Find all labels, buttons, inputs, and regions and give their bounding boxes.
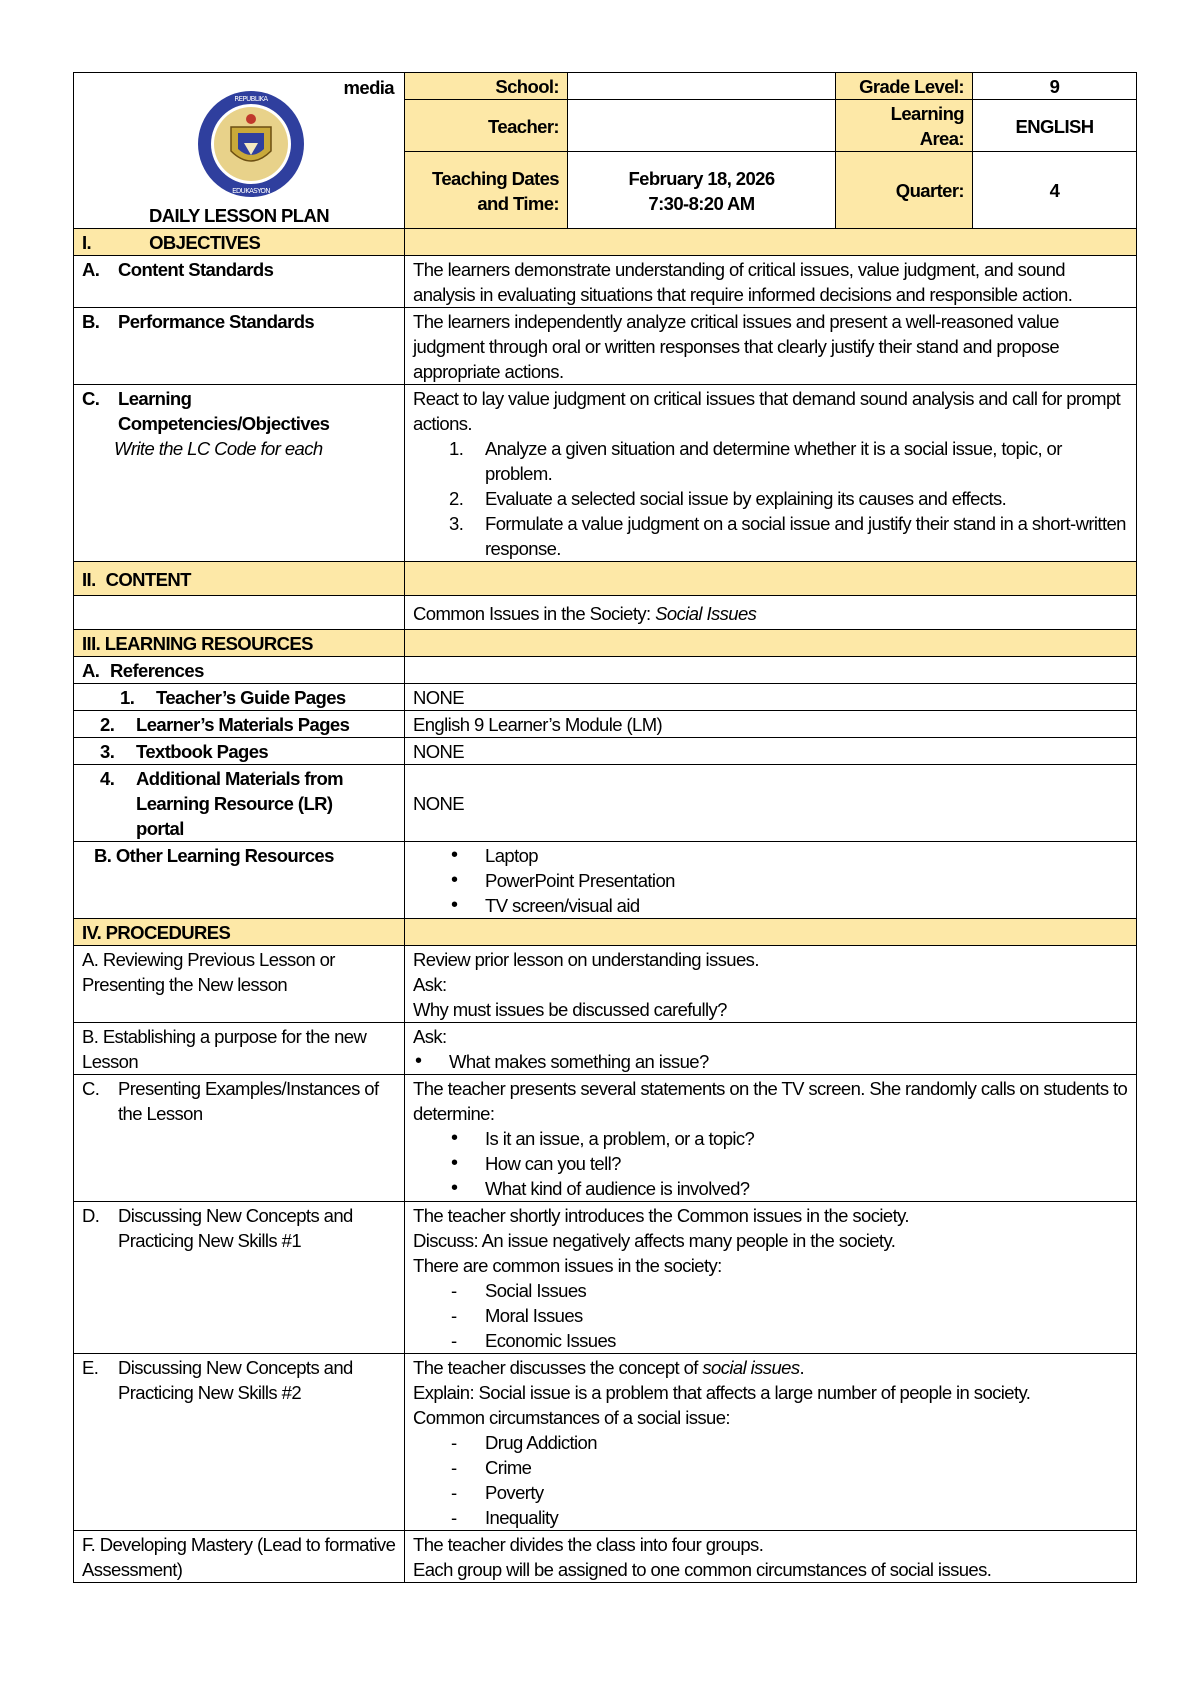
other-resources-list xyxy=(405,842,1137,919)
list-item: - Crime xyxy=(413,1455,1128,1480)
item-label: Discussing New Concepts and Practicing New Skills #1 xyxy=(118,1205,353,1251)
teacher-field[interactable] xyxy=(568,100,836,152)
list-item: • What makes something an issue? xyxy=(413,1049,1128,1074)
section-title: CONTENT xyxy=(105,568,191,590)
content-standards-text: The learners demonstrate understanding of critical issues, value judgment, and sound analysis in evaluating situations that require informed decisions and responsible action. xyxy=(405,256,1137,308)
text-line xyxy=(413,1355,1128,1380)
resources-heading xyxy=(74,630,405,657)
teachers-guide-label xyxy=(74,684,405,711)
list-item: - Poverty xyxy=(413,1480,1128,1505)
teaching-dates-value[interactable] xyxy=(568,152,836,229)
procedure-d-label xyxy=(74,1202,405,1354)
school-label: School: xyxy=(405,73,568,100)
procedure-f-label: F. Developing Mastery (Lead to formative Assessment) xyxy=(74,1531,405,1583)
content-heading-row xyxy=(74,562,1137,596)
text-line: Ask: xyxy=(413,974,447,995)
lc-list xyxy=(413,436,1128,561)
performance-standards-row xyxy=(74,308,1137,385)
text-line: The teacher divides the class into four groups. xyxy=(413,1534,764,1555)
item-letter: A. xyxy=(82,660,100,681)
list-item: • How can you tell? xyxy=(413,1151,1128,1176)
references-label xyxy=(74,657,405,684)
section-title: PROCEDURES xyxy=(105,922,231,943)
text-line: Discuss: An issue negatively affects many people in the society. xyxy=(413,1230,896,1251)
text-line: Each group will be assigned to one common circumstances of social issues. xyxy=(413,1559,992,1580)
content-row xyxy=(74,596,1137,630)
text-line: There are common issues in the society: xyxy=(413,1255,722,1276)
procedure-a-text xyxy=(405,946,1137,1023)
item-letter: C. xyxy=(82,1078,100,1099)
seal-top-text: REPUBLIKA xyxy=(234,95,268,103)
item-number: 2. xyxy=(100,714,115,735)
grade-level-label: Grade Level: xyxy=(836,73,973,100)
item-label: References xyxy=(110,660,204,681)
procedure-b-label: B. Establishing a purpose for the new Lesson xyxy=(74,1023,405,1075)
lc-intro: React to lay value judgment on critical issues that demand sound analysis and call for prompt actions. xyxy=(413,388,1121,434)
text-line: Ask: xyxy=(413,1026,447,1047)
list-item: • Is it an issue, a problem, or a topic? xyxy=(413,1126,1128,1151)
procedure-d-text xyxy=(405,1202,1137,1354)
list-item xyxy=(413,511,1128,561)
content-standards-row xyxy=(74,256,1137,308)
quarter-value[interactable]: 4 xyxy=(973,152,1137,229)
section-title: OBJECTIVES xyxy=(149,232,261,253)
procedure-e-row xyxy=(74,1354,1137,1531)
quarter-label: Quarter: xyxy=(836,152,973,229)
item-label: Additional Materials from Learning Resource (LR) portal xyxy=(136,768,344,839)
text-line: Why must issues be discussed carefully? xyxy=(413,999,727,1020)
document-title: DAILY LESSON PLAN xyxy=(149,205,329,226)
deped-seal-icon xyxy=(196,89,306,199)
text-main: The teacher discusses the concept of xyxy=(413,1357,703,1378)
procedures-heading xyxy=(74,919,405,946)
item-letter: C. xyxy=(82,388,100,409)
text-italic: social issues xyxy=(702,1357,800,1378)
textbook-value: NONE xyxy=(405,738,1137,765)
procedure-e-text xyxy=(405,1354,1137,1531)
section-number: II. xyxy=(82,568,96,590)
additional-materials-label xyxy=(74,765,405,842)
teachers-guide-value: NONE xyxy=(405,684,1137,711)
teaching-dates-label: Teaching Dates and Time: xyxy=(405,152,568,229)
section-number: III. xyxy=(82,633,101,654)
teaching-date: February 18, 2026 xyxy=(628,167,775,189)
item-label: Teacher’s Guide Pages xyxy=(156,687,346,708)
learning-competencies-label xyxy=(74,385,405,562)
textbook-label xyxy=(74,738,405,765)
learning-competencies-row xyxy=(74,385,1137,562)
item-label: Performance Standards xyxy=(118,311,315,332)
list-item: - Economic Issues xyxy=(413,1328,1128,1353)
lesson-plan-page xyxy=(73,72,1136,1583)
item-label: Learning Competencies/Objectives xyxy=(118,388,330,434)
list-item: • What kind of audience is involved? xyxy=(413,1176,1128,1201)
text-line: Review prior lesson on understanding issues. xyxy=(413,949,759,970)
procedure-b-row xyxy=(74,1023,1137,1075)
item-label: Content Standards xyxy=(118,259,274,280)
references-row xyxy=(74,657,1137,684)
grade-level-value[interactable]: 9 xyxy=(973,73,1137,100)
seal-bottom-text: EDUKASYON xyxy=(232,187,270,195)
objectives-heading-row xyxy=(74,229,1137,256)
list-item: - Moral Issues xyxy=(413,1303,1128,1328)
list-number: 2. xyxy=(449,488,464,509)
text-end: . xyxy=(799,1357,805,1378)
procedure-d-row xyxy=(74,1202,1137,1354)
procedure-a-row xyxy=(74,946,1137,1023)
procedure-f-row xyxy=(74,1531,1137,1583)
item-label: Textbook Pages xyxy=(136,741,269,762)
procedure-c-row xyxy=(74,1075,1137,1202)
section-number: IV. xyxy=(82,922,102,943)
school-field[interactable] xyxy=(568,73,836,100)
item-letter: E. xyxy=(82,1357,99,1378)
resources-heading-row xyxy=(74,630,1137,657)
section-number: I. xyxy=(82,232,92,253)
textbook-row xyxy=(74,738,1137,765)
procedure-f-text xyxy=(405,1531,1137,1583)
list-item xyxy=(413,486,1128,511)
item-number: 4. xyxy=(100,768,115,789)
other-resources-label: B. Other Learning Resources xyxy=(74,842,405,919)
learning-area-label: Learning Area: xyxy=(836,100,973,152)
list-number: 3. xyxy=(449,513,464,534)
procedure-c-text xyxy=(405,1075,1137,1202)
section-title: LEARNING RESOURCES xyxy=(104,633,313,654)
list-item xyxy=(413,436,1128,486)
text-line: Common circumstances of a social issue: xyxy=(413,1407,730,1428)
item-letter: D. xyxy=(82,1205,100,1226)
procedure-c-label xyxy=(74,1075,405,1202)
list-item: - Inequality xyxy=(413,1505,1128,1530)
list-item: • TV screen/visual aid xyxy=(413,893,1128,918)
item-number: 3. xyxy=(100,741,115,762)
performance-standards-text: The learners independently analyze critical issues and present a well-reasoned value judgment through oral or written responses that clearly justify their stand and propose appropriate actions. xyxy=(405,308,1137,385)
procedure-e-label xyxy=(74,1354,405,1531)
text-line: Explain: Social issue is a problem that affects a large number of people in society. xyxy=(413,1382,1031,1403)
list-item: - Drug Addiction xyxy=(413,1430,1128,1455)
learners-materials-value: English 9 Learner’s Module (LM) xyxy=(405,711,1137,738)
learning-competencies-text xyxy=(405,385,1137,562)
item-number: 1. xyxy=(120,687,135,708)
learning-area-value[interactable]: ENGLISH xyxy=(973,100,1137,152)
performance-standards-label xyxy=(74,308,405,385)
item-label: Discussing New Concepts and Practicing New Skills #2 xyxy=(118,1357,353,1403)
learners-materials-row xyxy=(74,711,1137,738)
content-text xyxy=(405,596,1137,630)
content-italic: Social Issues xyxy=(655,602,757,624)
list-text: Evaluate a selected social issue by explaining its causes and effects. xyxy=(485,488,1007,509)
list-text: Formulate a value judgment on a social issue and justify their stand in a short-written response. xyxy=(485,513,1126,559)
item-label: Presenting Examples/Instances of the Lesson xyxy=(118,1078,379,1124)
content-heading xyxy=(74,562,405,596)
additional-materials-row xyxy=(74,765,1137,842)
list-number: 1. xyxy=(449,438,464,459)
teaching-time: 7:30-8:20 AM xyxy=(648,192,755,214)
additional-materials-value: NONE xyxy=(405,765,1137,842)
list-item: - Social Issues xyxy=(413,1278,1128,1303)
other-resources-row xyxy=(74,842,1137,919)
teachers-guide-row xyxy=(74,684,1137,711)
procedures-heading-row xyxy=(74,919,1137,946)
list-item: • Laptop xyxy=(413,843,1128,868)
content-standards-label xyxy=(74,256,405,308)
item-label: Learner’s Materials Pages xyxy=(136,714,350,735)
item-letter: B. xyxy=(82,311,100,332)
teacher-label: Teacher: xyxy=(405,100,568,152)
item-letter: A. xyxy=(82,259,100,280)
text-line: The teacher shortly introduces the Common issues in the society. xyxy=(413,1205,909,1226)
objectives-heading xyxy=(74,229,405,256)
learners-materials-label xyxy=(74,711,405,738)
text-line: The teacher presents several statements on the TV screen. She randomly calls on students to determine: xyxy=(413,1078,1128,1124)
content-main: Common Issues in the Society: xyxy=(413,602,656,624)
list-item: • PowerPoint Presentation xyxy=(413,868,1128,893)
media-label: media xyxy=(343,77,394,98)
procedure-a-label: A. Reviewing Previous Lesson or Presenting the New lesson xyxy=(74,946,405,1023)
header-logo-cell xyxy=(74,73,405,229)
lesson-plan-table xyxy=(73,72,1137,1583)
procedure-b-text xyxy=(405,1023,1137,1075)
list-text: Analyze a given situation and determine whether it is a social issue, topic, or problem. xyxy=(485,438,1062,484)
lc-note: Write the LC Code for each xyxy=(114,438,323,459)
